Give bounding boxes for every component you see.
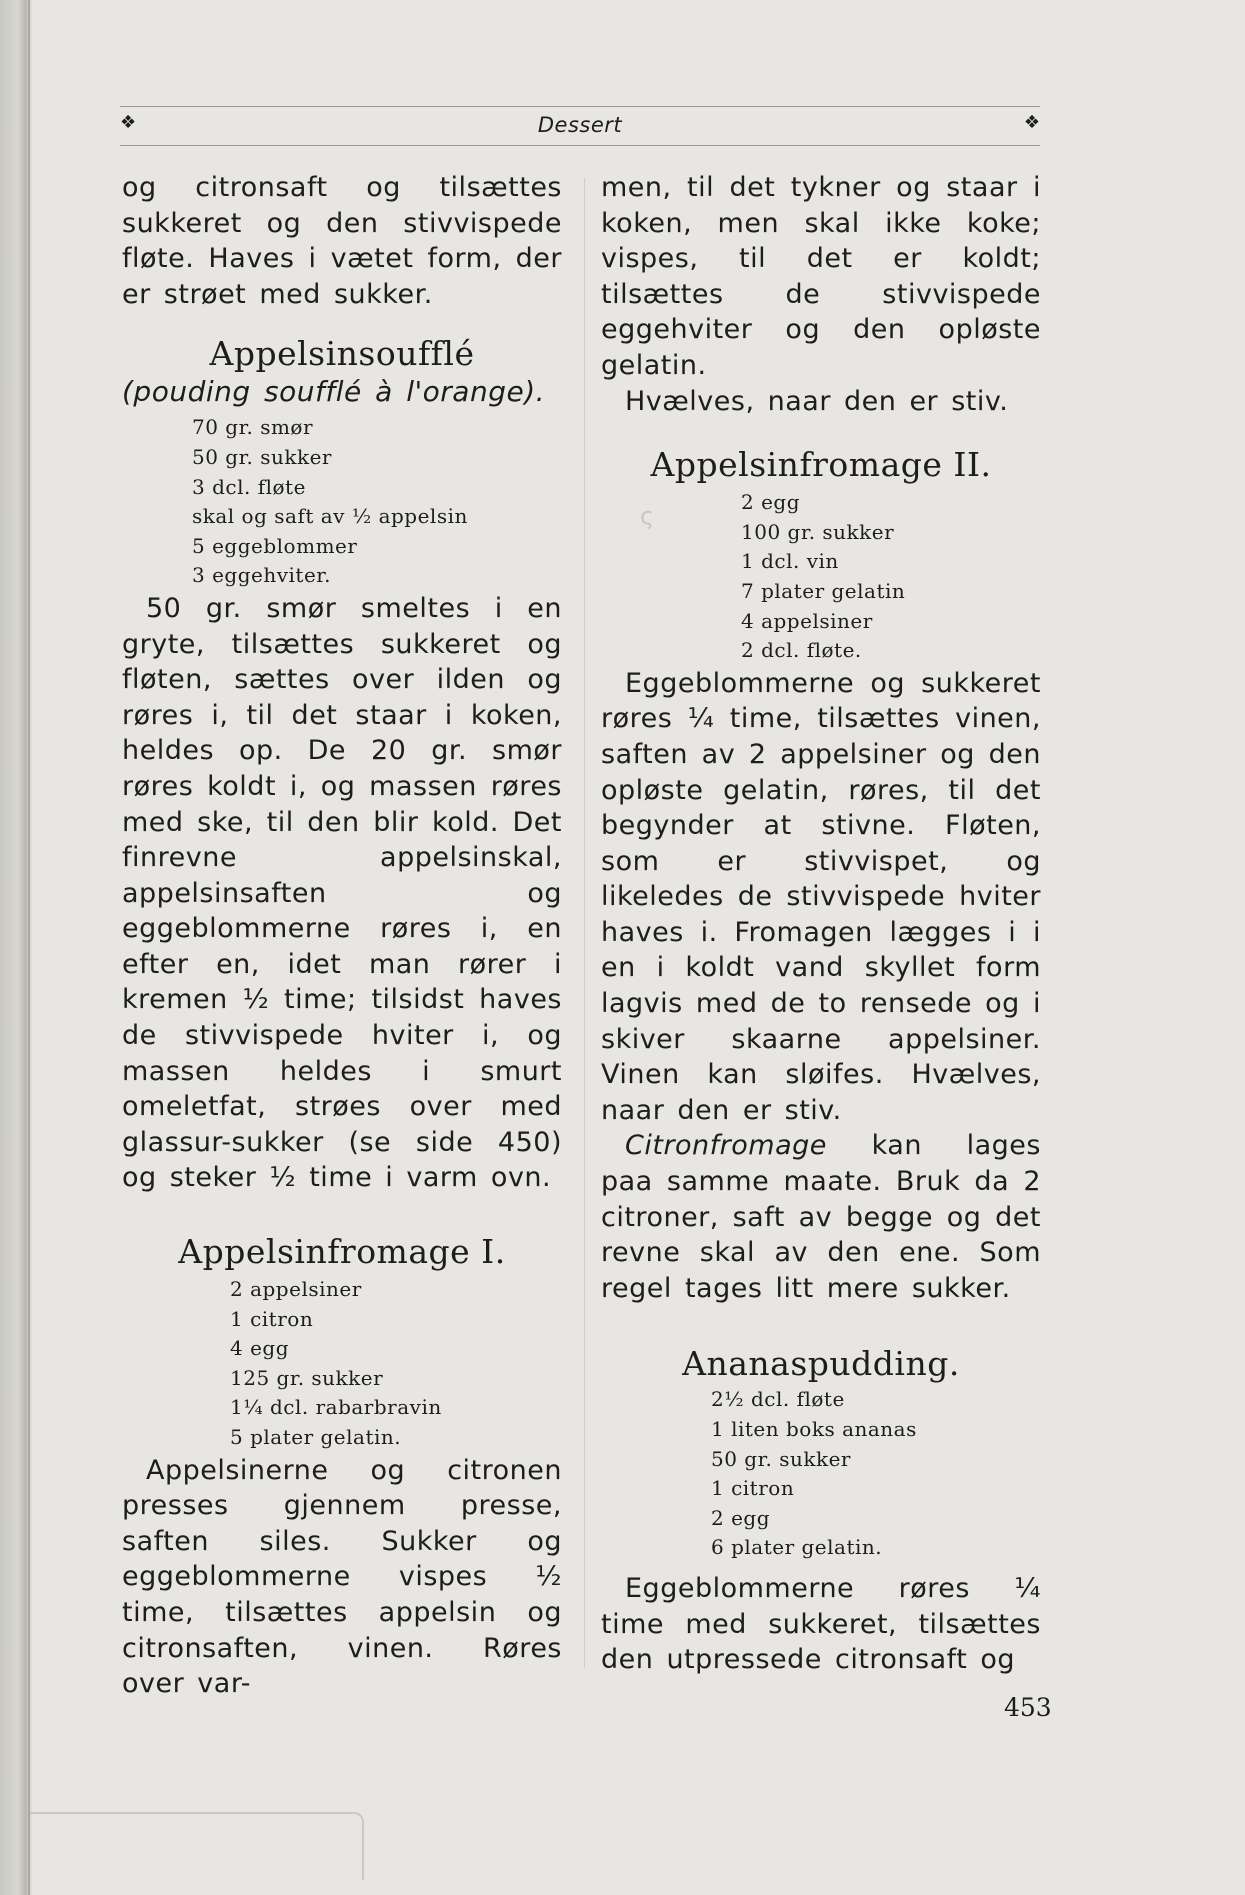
ingredient-item: 2 appelsiner — [230, 1277, 362, 1302]
ingredient-item: 7 plater gelatin — [741, 578, 906, 603]
ingredient-item: 50 gr. sukker — [192, 444, 332, 469]
variation-label: Citronfromage — [625, 1130, 827, 1162]
paper-speck: ς — [640, 502, 655, 530]
recipe-instructions: Eggeblommerne røres ¼ time med sukkeret, tilsættes den utpressede citronsaft og — [601, 1572, 1041, 1676]
recipe-title-appelsinfromage-1: Appelsinfromage I. — [178, 1232, 506, 1272]
ingredient-item: 1 dcl. vin — [741, 549, 839, 574]
recipe-subtitle: (pouding soufflé à l'orange). — [122, 375, 546, 409]
recipe-title-ananaspudding: Ananaspudding. — [682, 1344, 960, 1384]
binding-fold-line — [28, 0, 30, 1895]
recipe-title-appelsinsouffle: Appelsinsoufflé — [209, 334, 475, 374]
running-header-title: Dessert — [537, 113, 623, 137]
ingredient-item: 6 plater gelatin. — [711, 1535, 883, 1560]
ingredient-item: 1¼ dcl. rabarbravin — [230, 1395, 442, 1420]
column-divider — [584, 178, 585, 1668]
ingredient-item: 5 plater gelatin. — [230, 1425, 402, 1449]
ingredient-item: 100 gr. sukker — [741, 519, 895, 544]
ingredient-item: 5 eggeblommer — [192, 533, 358, 558]
ingredient-item: 1 liten boks ananas — [711, 1417, 917, 1441]
running-header — [120, 106, 1040, 146]
ingredient-list-fromage-2 — [741, 488, 1041, 666]
ingredient-item: 3 dcl. fløte — [192, 474, 306, 499]
recipe-instructions: Eggeblommerne og sukkeret røres ¼ time, tilsættes vinen, saften av 2 appelsiner og den opløste gelatin, røres, til det begynder at stivne. Fløten, som er stivvispet, og likeledes de stivvispede hviter haves i. Fromagen lægges i i en i koldt vand skyllet form lagvis med de to rensede og i skiver skaarne appelsiner. Vinen kan sløifes. Hvælves, naar den er stiv. — [601, 667, 1041, 1126]
page-number: 453 — [1004, 1693, 1052, 1722]
ingredient-item: 125 gr. sukker — [230, 1365, 384, 1390]
ornament-right-icon: ❖ — [1023, 112, 1040, 133]
ingredient-item: 2 dcl. fløte. — [741, 638, 862, 663]
left-column — [122, 170, 562, 1702]
ingredient-item: 1 citron — [230, 1306, 314, 1331]
recipe-instructions: Appelsinerne og citronen presses gjennem presse, saften siles. Sukker og eggeblommerne vispes ½ time, tilsættes appelsin og citronsaften, vinen. Røres over var- — [122, 1454, 562, 1700]
recipe-instructions: 50 gr. smør smeltes i en gryte, tilsættes sukkeret og fløten, sættes over ilden og røres i, til det staar i koken, heldes op. De 20 gr. smør røres koldt i, og massen røres med ske, til den blir kold. Det finrevne appelsinskal, appelsinsaften og eggeblommerne røres i, en efter en, idet man rører i kremen ½ time; tilsidst haves de stivvispede hviter i, og massen heldes i smurt omeletfat, strøes over med glassur-sukker (se side 450) og steker ½ time i varm ovn. — [122, 592, 562, 1194]
right-column — [601, 170, 1041, 1678]
continued-paragraph: og citronsaft og tilsættes sukkeret og den stivvispede fløte. Haves i vætet form, der er strøet med sukker. — [122, 172, 562, 310]
ingredient-item: 4 appelsiner — [741, 608, 873, 633]
ingredient-item: 2½ dcl. fløte — [711, 1387, 845, 1412]
ingredient-item: 2 egg — [711, 1505, 771, 1530]
ingredient-item: 50 gr. sukker — [711, 1446, 851, 1471]
ornament-left-icon: ❖ — [120, 112, 137, 133]
ingredient-item: 1 citron — [711, 1476, 795, 1501]
ingredient-item: 70 gr. smør — [192, 415, 314, 440]
continued-paragraph: men, til det tykner og staar i koken, men skal ikke koke; vispes, til det er koldt; tilsættes de stivvispede eggehviter og den opløste gelatin. — [601, 172, 1041, 381]
ingredient-list-souffle — [192, 413, 562, 591]
variation-paragraph — [601, 1128, 1041, 1306]
page-tab-mark — [30, 1812, 364, 1880]
variation-text: kan lages paa samme maate. Bruk da 2 citroner, saft av begge og det revne skal av den ene. Som regel tages litt mere sukker. — [601, 1130, 1041, 1304]
recipe-title-appelsinfromage-2: Appelsinfromage II. — [650, 445, 992, 485]
paragraph: Hvælves, naar den er stiv. — [625, 385, 1009, 417]
ingredient-item: skal og saft av ½ appelsin — [192, 504, 468, 529]
ingredient-item: 3 eggehviter. — [192, 563, 332, 588]
ingredient-list-fromage-1 — [230, 1275, 562, 1453]
ingredient-list-ananas — [711, 1385, 1041, 1563]
ingredient-item: 2 egg — [741, 490, 801, 515]
ingredient-item: 4 egg — [230, 1336, 290, 1361]
